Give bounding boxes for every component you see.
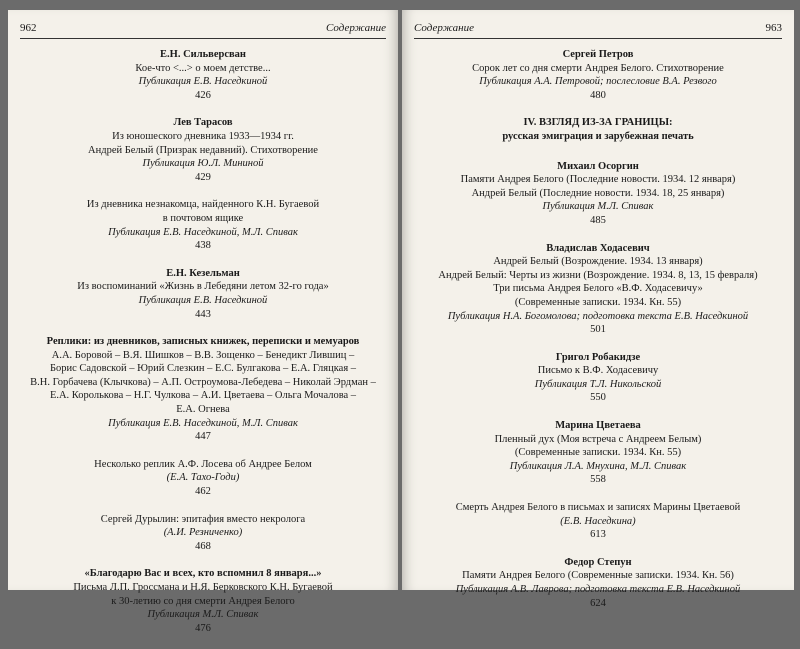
entry-author: Владислав Ходасевич: [546, 242, 650, 254]
entry-title-line: Из дневника незнакомца, найденного К.Н. Бугаевой: [86, 199, 320, 211]
toc-entry: [420, 351, 776, 405]
toc-entry: [420, 501, 776, 542]
entry-title-line: Несколько реплик А.Ф. Лосева об Андрее Белом: [94, 458, 312, 470]
entry-title-line: Из юношеского дневника 1933—1934 гг.: [112, 130, 294, 142]
entry-title-line: Памяти Андрея Белого (Последние новости. 1934. 12 января): [460, 174, 736, 186]
section-subtitle: русская эмиграция и зарубежная печать: [502, 130, 694, 142]
entry-title-line: Сорок лет со дня смерти Андрея Белого. Стихотворение: [472, 62, 724, 74]
entry-author: Е.Н. Кезельман: [166, 267, 240, 279]
entry-author: «Благодарю Вас и всех, кто вспомнил 8 января...»: [84, 568, 322, 580]
toc-entry: [420, 419, 776, 487]
entry-publication: (А.И. Резниченко): [163, 527, 243, 539]
header-rule: [414, 38, 782, 39]
entry-publication: Публикация Л.А. Мнухина, М.Л. Спивак: [509, 460, 687, 472]
toc-entry: [26, 567, 380, 635]
entry-title-line: А.А. Боровой – В.Я. Шишков – В.В. Зощенко – Бенедикт Лившиц –: [51, 349, 355, 361]
entry-page-number: 443: [195, 308, 211, 320]
entry-author: Сергей Петров: [562, 49, 634, 60]
page-number: 963: [765, 22, 782, 34]
toc-entry: [420, 556, 776, 610]
entry-publication: Публикация Ю.Л. Мининой: [142, 158, 264, 170]
toc-list-right: [420, 48, 776, 624]
entry-publication: Публикация Н.А. Богомолова; подготовка текста Е.В. Наседкиной: [447, 310, 749, 322]
entry-publication: Публикация Е.В. Наседкиной: [138, 76, 268, 88]
entry-page-number: 476: [195, 622, 211, 634]
entry-publication: Публикация Е.В. Наседкиной: [138, 294, 268, 306]
entry-author: Михаил Осоргин: [557, 160, 639, 172]
toc-entry: [26, 198, 380, 252]
section-title: IV. ВЗГЛЯД ИЗ-ЗА ГРАНИЦЫ:: [523, 117, 673, 129]
page-number: 962: [20, 22, 37, 34]
entry-title-line: Смерть Андрея Белого в письмах и записях Марины Цветаевой: [455, 502, 741, 514]
entry-publication: Публикация Е.В. Наседкиной, М.Л. Спивак: [108, 417, 298, 429]
entry-page-number: 447: [195, 431, 211, 443]
entry-publication: (Е.В. Наседкина): [560, 515, 636, 527]
running-head-right: [414, 22, 782, 38]
running-title: Содержание: [414, 22, 475, 34]
entry-publication: Публикация Е.В. Наседкиной, М.Л. Спивак: [108, 226, 298, 238]
toc-entry: [420, 48, 776, 102]
entry-publication: Публикация М.Л. Спивак: [147, 609, 259, 621]
entry-title-line: Е.А. Королькова – Н.Г. Чулкова – А.И. Цветаева – Ольга Мочалова –: [49, 390, 357, 402]
toc-entry: [26, 267, 380, 321]
entry-page-number: 480: [590, 89, 606, 101]
entry-title-line: к 30-летию со дня смерти Андрея Белого: [111, 595, 295, 607]
entry-title-line: Сергей Дурылин: эпитафия вместо некролога: [100, 513, 306, 525]
entry-title-line: Андрей Белый (Призрак недавний). Стихотворение: [88, 144, 318, 156]
entry-title-line: Андрей Белый: Черты из жизни (Возрождение. 1934. 8, 13, 15 февраля): [438, 269, 758, 281]
entry-title-line: Е.А. Огнева: [176, 404, 230, 416]
toc-entry: [26, 48, 380, 102]
toc-entry: [420, 160, 776, 228]
entry-author: Федор Степун: [564, 556, 632, 568]
running-head-left: [20, 22, 386, 38]
entry-title-line: Андрей Белый (Возрождение. 1934. 13 января): [493, 256, 703, 268]
entry-title-line: Письма Л.П. Гроссмана и Н.Я. Берковского К.Н. Бугаевой: [73, 582, 333, 593]
entry-page-number: 438: [195, 240, 211, 252]
entry-title-line: Андрей Белый (Последние новости. 1934. 18, 25 января): [471, 187, 725, 199]
entry-title-line: (Современные записки. 1934. Кн. 55): [514, 447, 682, 459]
entry-title-line: Пленный дух (Моя встреча с Андреем Белым): [494, 433, 702, 445]
toc-entry: [26, 116, 380, 184]
entry-title-line: Письмо к В.Ф. Ходасевичу: [537, 365, 659, 377]
entry-author: Марина Цветаева: [555, 420, 641, 432]
header-rule: [20, 38, 386, 39]
entry-page-number: 426: [195, 89, 211, 101]
entry-page-number: 468: [195, 540, 211, 552]
entry-publication: (Е.А. Тахо-Годи): [166, 472, 240, 484]
entry-page-number: 624: [590, 597, 606, 609]
toc-entry: [26, 458, 380, 499]
entry-page-number: 485: [590, 214, 606, 226]
entry-title-line: Борис Садовской – Юрий Слезкин – Е.С. Булгакова – Е.А. Гляцкая –: [49, 363, 357, 375]
entry-publication: Публикация А.В. Лаврова; подготовка текста Е.В. Наседкиной: [455, 584, 741, 595]
section-heading: [420, 116, 776, 143]
entry-title-line: (Современные записки. 1934. Кн. 55): [514, 296, 682, 308]
entry-author: Лев Тарасов: [173, 117, 233, 129]
entry-page-number: 429: [195, 171, 211, 183]
right-page: [402, 10, 794, 609]
left-page: [8, 10, 398, 634]
entry-title-line: В.Н. Горбачева (Клычкова) – А.П. Остроумова-Лебедева – Николай Эрдман –: [30, 376, 376, 388]
entry-publication: Публикация Т.Л. Никольской: [534, 378, 662, 390]
entry-author: Григол Робакидзе: [555, 351, 641, 363]
entry-page-number: 613: [590, 529, 606, 541]
running-title: Содержание: [325, 22, 386, 34]
entry-author: Е.Н. Сильверсван: [160, 49, 246, 60]
entry-author: Реплики: из дневников, записных книжек, переписки и мемуаров: [46, 336, 360, 348]
entry-title-line: Памяти Андрея Белого (Современные записки. 1934. Кн. 56): [462, 570, 734, 582]
toc-entry: [26, 513, 380, 554]
entry-title-line: в почтовом ящике: [162, 212, 244, 224]
entry-title-line: Из воспоминаний «Жизнь в Лебедяни летом 32-го года»: [77, 281, 329, 293]
entry-page-number: 501: [590, 324, 606, 336]
entry-page-number: 550: [590, 392, 606, 404]
entry-title-line: Три письма Андрея Белого «В.Ф. Ходасевичу»: [493, 283, 703, 295]
toc-list-left: [26, 48, 380, 649]
entry-page-number: 462: [195, 486, 211, 498]
toc-entry: [26, 335, 380, 444]
entry-publication: Публикация А.А. Петровой; послесловие В.А. Резвого: [479, 76, 717, 88]
entry-title-line: Кое-что <...> о моем детстве...: [135, 62, 271, 74]
entry-page-number: 558: [590, 474, 606, 486]
entry-publication: Публикация М.Л. Спивак: [542, 201, 654, 213]
toc-entry: [420, 242, 776, 337]
